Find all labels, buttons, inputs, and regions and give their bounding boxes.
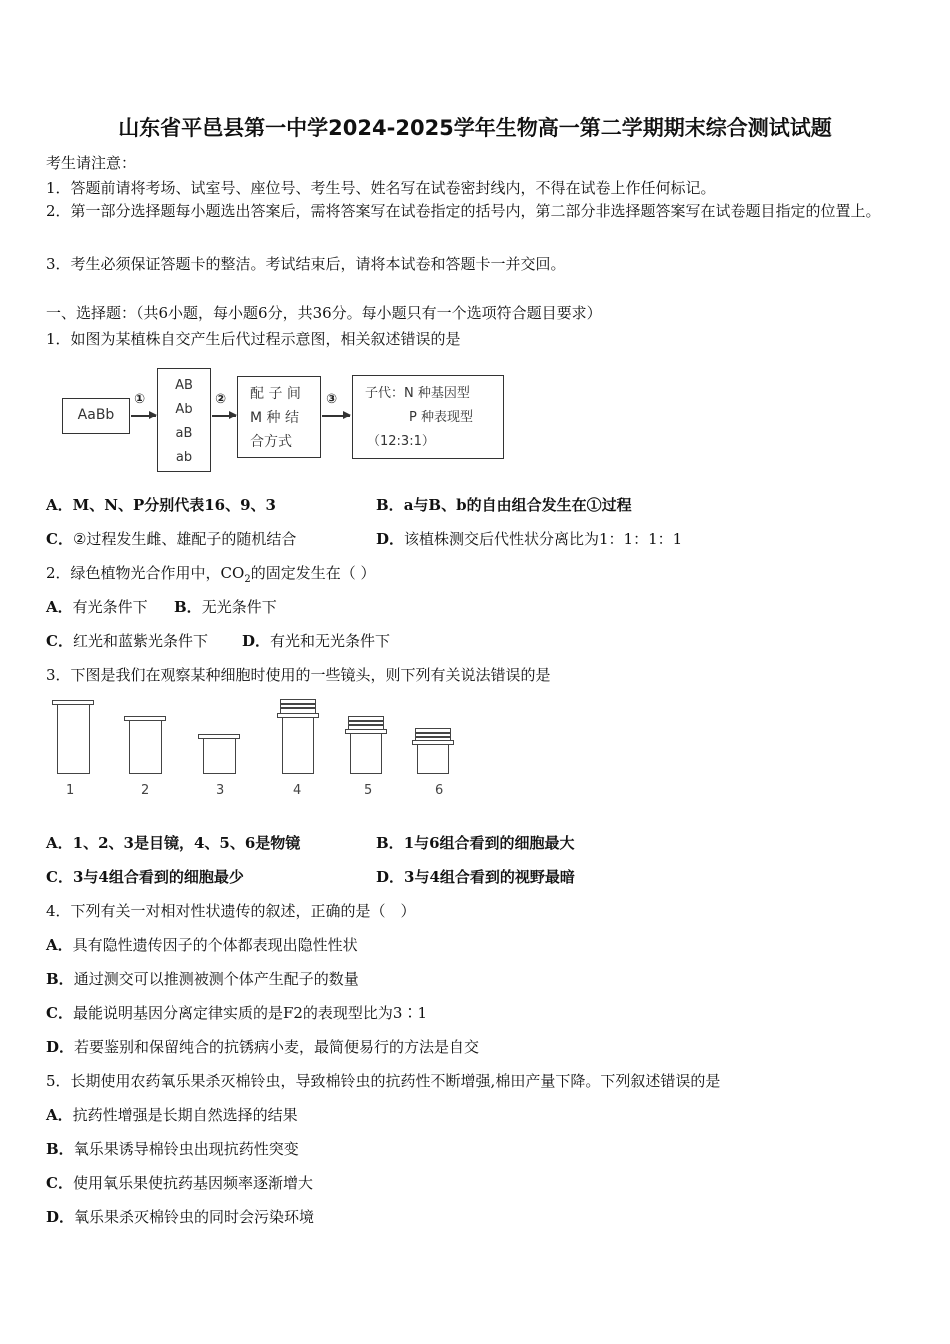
- lens-label-5: 5: [364, 783, 373, 798]
- option-label: D．: [376, 868, 405, 886]
- q4-option-c[interactable]: [46, 1002, 427, 1023]
- option-text: 该植株测交后代性状分离比为1：1：1：1: [404, 530, 683, 548]
- gamete-3: aB: [175, 426, 193, 441]
- option-text: 使用氧乐果使抗药基因频率逐渐增大: [72, 1174, 313, 1192]
- step-3-label: ③: [326, 392, 338, 407]
- option-text: 有光条件下: [72, 598, 148, 616]
- option-text: 1与6组合看到的细胞最大: [403, 834, 575, 852]
- q2-option-c[interactable]: [46, 630, 208, 651]
- option-text: 无光条件下: [201, 598, 277, 616]
- option-label: A．: [46, 1106, 73, 1124]
- option-label: A．: [46, 834, 73, 852]
- lens-6-thread: [415, 736, 451, 738]
- lens-6: [417, 744, 449, 774]
- lens-3: [203, 738, 236, 774]
- q5-option-c[interactable]: [46, 1172, 313, 1193]
- q5-option-a[interactable]: [46, 1104, 298, 1125]
- combination-line-2: M 种 结: [250, 410, 299, 426]
- q2-stem: [46, 562, 375, 585]
- q1-option-a[interactable]: [46, 494, 276, 515]
- option-label: B．: [376, 834, 404, 852]
- arrow-1: [131, 415, 156, 417]
- option-text: 具有隐性遗传因子的个体都表现出隐性性状: [72, 936, 358, 954]
- q3-stem: 3．下图是我们在观察某种细胞时使用的一些镜头，则下列有关说法错误的是: [46, 666, 551, 684]
- option-label: B．: [46, 1140, 74, 1158]
- q2-stem-part-b: 的固定发生在（ ）: [250, 564, 376, 582]
- option-label: C．: [46, 1174, 73, 1192]
- q5-option-d[interactable]: [46, 1206, 314, 1227]
- lens-4-thread: [280, 703, 316, 705]
- q3-option-c[interactable]: [46, 866, 244, 887]
- option-label: C．: [46, 1004, 73, 1022]
- step-1-label: ①: [134, 392, 146, 407]
- option-label: A．: [46, 496, 73, 514]
- arrow-3: [322, 415, 350, 417]
- notice-item-1: 1．答题前请将考场、试室号、座位号、考生号、姓名写在试卷密封线内，不得在试卷上作任何标记。: [46, 179, 716, 197]
- lens-6-thread: [415, 732, 451, 734]
- lens-5-thread: [348, 724, 384, 726]
- offspring-line-3: （12:3:1）: [367, 434, 435, 449]
- q5-option-b[interactable]: [46, 1138, 299, 1159]
- offspring-line-1: 子代：N 种基因型: [365, 386, 470, 401]
- q2-option-b[interactable]: [174, 596, 277, 617]
- option-text: 氧乐果杀灭棉铃虫的同时会污染环境: [74, 1208, 315, 1226]
- lens-label-6: 6: [435, 783, 444, 798]
- lens-2: [129, 720, 162, 774]
- offspring-box: [352, 375, 504, 459]
- option-text: 通过测交可以推测被测个体产生配子的数量: [73, 970, 359, 988]
- option-label: B．: [376, 496, 404, 514]
- parent-genotype: AaBb: [77, 407, 115, 423]
- q4-option-b[interactable]: [46, 968, 359, 989]
- option-text: 若要鉴别和保留纯合的抗锈病小麦，最简便易行的方法是自交: [74, 1038, 480, 1056]
- q3-option-b[interactable]: [376, 832, 575, 853]
- notice-item-3: 3．考生必须保证答题卡的整洁。考试结束后，请将本试卷和答题卡一并交回。: [46, 255, 566, 273]
- parent-box: [62, 398, 130, 434]
- option-label: B．: [46, 970, 74, 988]
- option-label: D．: [46, 1208, 75, 1226]
- q2-stem-subscript: 2: [244, 574, 251, 585]
- combination-line-3: 合方式: [250, 434, 292, 450]
- gametes-box: [157, 368, 211, 472]
- combination-box: [237, 376, 321, 458]
- page-title: 山东省平邑县第一中学2024-2025学年生物高一第二学期期末综合测试试题: [118, 116, 832, 140]
- q2-stem-part-a: 2．绿色植物光合作用中，CO: [46, 564, 245, 582]
- option-text: 有光和无光条件下: [270, 632, 391, 650]
- q1-option-d[interactable]: [376, 528, 682, 549]
- q3-option-a[interactable]: [46, 832, 300, 853]
- q2-option-d[interactable]: [242, 630, 390, 651]
- option-label: C．: [46, 632, 73, 650]
- q1-option-c[interactable]: [46, 528, 296, 549]
- option-text: a与B、b的自由组合发生在①过程: [403, 496, 632, 514]
- q1-option-b[interactable]: [376, 494, 632, 515]
- lens-4: [282, 717, 314, 774]
- option-label: C．: [46, 868, 73, 886]
- q4-option-d[interactable]: [46, 1036, 479, 1057]
- option-text: M、N、P分别代表16、9、3: [72, 496, 276, 514]
- option-text: 最能说明基因分离定律实质的是F2的表现型比为3∶1: [72, 1004, 427, 1022]
- option-text: ②过程发生雌、雄配子的随机结合: [72, 530, 297, 548]
- lens-label-2: 2: [141, 783, 150, 798]
- section-heading: 一、选择题：（共6小题，每小题6分，共36分。每小题只有一个选项符合题目要求）: [46, 304, 602, 322]
- q4-stem: 4．下列有关一对相对性状遗传的叙述，正确的是（ ）: [46, 902, 416, 920]
- option-text: 红光和蓝紫光条件下: [72, 632, 208, 650]
- option-label: A．: [46, 936, 73, 954]
- step-2-label: ②: [215, 392, 227, 407]
- option-text: 3与4组合看到的细胞最少: [72, 868, 244, 886]
- gamete-4: ab: [175, 450, 193, 465]
- q2-option-a[interactable]: [46, 596, 148, 617]
- option-label: D．: [242, 632, 271, 650]
- lens-5: [350, 733, 382, 774]
- option-text: 3与4组合看到的视野最暗: [404, 868, 575, 886]
- q5-stem: 5．长期使用农药氧乐果杀灭棉铃虫，导致棉铃虫的抗药性不断增强,棉田产量下降。下列叙述错误的是: [46, 1072, 721, 1090]
- lens-5-thread: [348, 720, 384, 722]
- option-label: D．: [376, 530, 405, 548]
- option-label: D．: [46, 1038, 75, 1056]
- option-label: A．: [46, 598, 73, 616]
- option-text: 氧乐果诱导棉铃虫出现抗药性突变: [73, 1140, 299, 1158]
- notice-heading: 考生请注意：: [46, 154, 137, 172]
- combination-line-1: 配 子 间: [250, 386, 301, 402]
- lens-4-thread: [280, 707, 316, 709]
- lens-label-3: 3: [216, 783, 225, 798]
- q4-option-a[interactable]: [46, 934, 358, 955]
- lens-1: [57, 704, 90, 774]
- option-text: 1、2、3是目镜，4、5、6是物镜: [72, 834, 301, 852]
- lens-5-cap: [348, 716, 384, 730]
- q1-stem: 1．如图为某植株自交产生后代过程示意图，相关叙述错误的是: [46, 330, 461, 348]
- gamete-2: Ab: [175, 402, 193, 417]
- option-label: C．: [46, 530, 73, 548]
- q3-option-d[interactable]: [376, 866, 575, 887]
- option-text: 抗药性增强是长期自然选择的结果: [72, 1106, 298, 1124]
- notice-item-2: 2．第一部分选择题每小题选出答案后，需将答案写在试卷指定的括号内，第二部分非选择题答案写在试卷题目指定的位置上。: [46, 202, 881, 220]
- option-label: B．: [174, 598, 202, 616]
- offspring-line-2: P 种表现型: [409, 410, 473, 425]
- arrow-2: [212, 415, 236, 417]
- gamete-1: AB: [175, 378, 193, 393]
- lens-label-4: 4: [293, 783, 302, 798]
- lens-label-1: 1: [66, 783, 75, 798]
